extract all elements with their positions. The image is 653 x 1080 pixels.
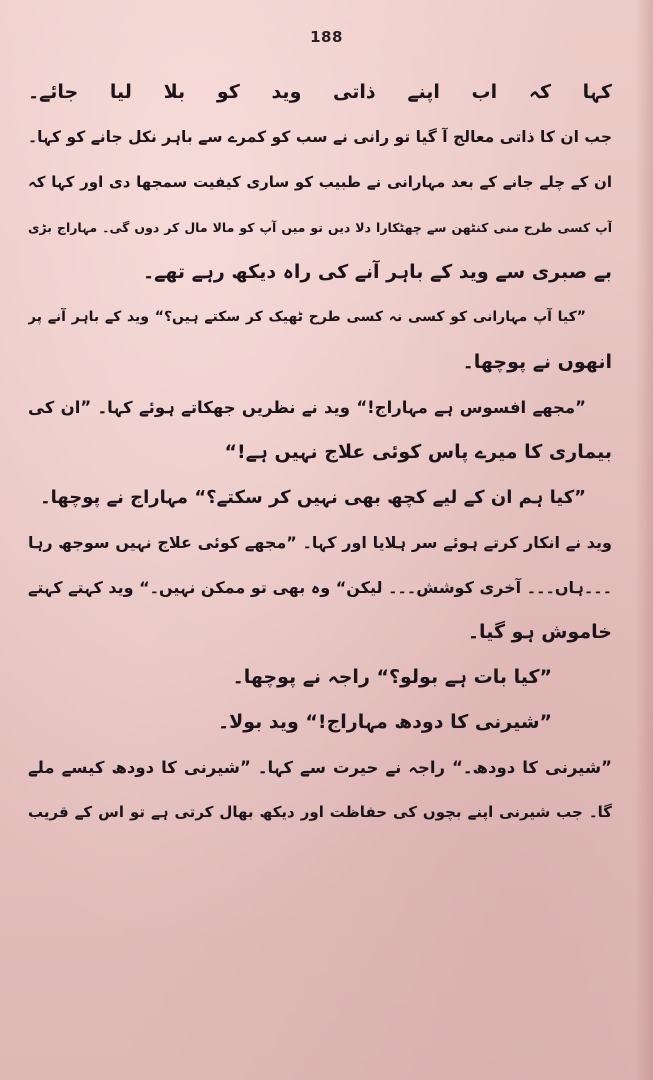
page-number: 188 xyxy=(310,28,343,46)
text-line: ان کے چلے جانے کے بعد مہارانی نے طبیب کو ساری کیفیت سمجھا دی اور کہا کہ xyxy=(28,173,612,191)
text-line: ۔۔۔ہاں۔۔۔ آخری کوشش۔۔۔ لیکن“ وہ بھی تو ممکن نہیں۔“ وید کہتے کہتے xyxy=(28,578,612,597)
text-line: خاموش ہو گیا۔ xyxy=(467,621,612,643)
text-line: انھوں نے پوچھا۔ xyxy=(462,351,612,373)
text-line: کہا کہ اب اپنے ذاتی وید کو بلا لیا جائے۔ xyxy=(28,81,612,103)
text-line: بیماری کا میرے پاس کوئی علاج نہیں ہے!“ xyxy=(224,441,612,463)
page-edge-shadow xyxy=(635,0,653,1080)
text-line: ”شیرنی کا دودھ مہاراج!“ وید بولا۔ xyxy=(217,711,552,733)
text-line: ”شیرنی کا دودھ۔“ راجہ نے حیرت سے کہا۔ ”شیرنی کا دودھ کیسے ملے xyxy=(28,758,612,777)
body-text xyxy=(28,70,612,835)
text-line: بے صبری سے وید کے باہر آنے کی راہ دیکھ رہے تھے۔ xyxy=(143,261,612,283)
text-line: ”مجھے افسوس ہے مہاراج!“ وید نے نظریں جھکاتے ہوئے کہا۔ ”ان کی xyxy=(28,398,586,417)
text-line: وید نے انکار کرتے ہوئے سر ہلایا اور کہا۔ ”مجھے کوئی علاج نہیں سوجھ رہا xyxy=(28,533,612,552)
text-line: جب ان کا ذاتی معالج آ گیا تو رانی نے سب کو کمرے سے باہر نکل جانے کو کہا۔ xyxy=(28,128,612,146)
text-line: گا۔ جب شیرنی اپنے بچوں کی حفاظت اور دیکھ بھال کرتی ہے تو اس کے قریب xyxy=(28,803,612,821)
text-line: ”کیا بات ہے بولو؟“ راجہ نے پوچھا۔ xyxy=(232,666,552,688)
text-line: ”کیا ہم ان کے لیے کچھ بھی نہیں کر سکتے؟“ مہاراج نے پوچھا۔ xyxy=(40,487,586,508)
text-line: آپ کسی طرح منی کنٹھن سے چھٹکارا دلا دیں تو میں آپ کو مالا مال کر دوں گی۔ مہاراج بڑی xyxy=(28,220,612,235)
text-line: ”کیا آپ مہارانی کو کسی نہ کسی طرح ٹھیک کر سکتے ہیں؟“ وید کے باہر آنے پر xyxy=(28,309,586,325)
